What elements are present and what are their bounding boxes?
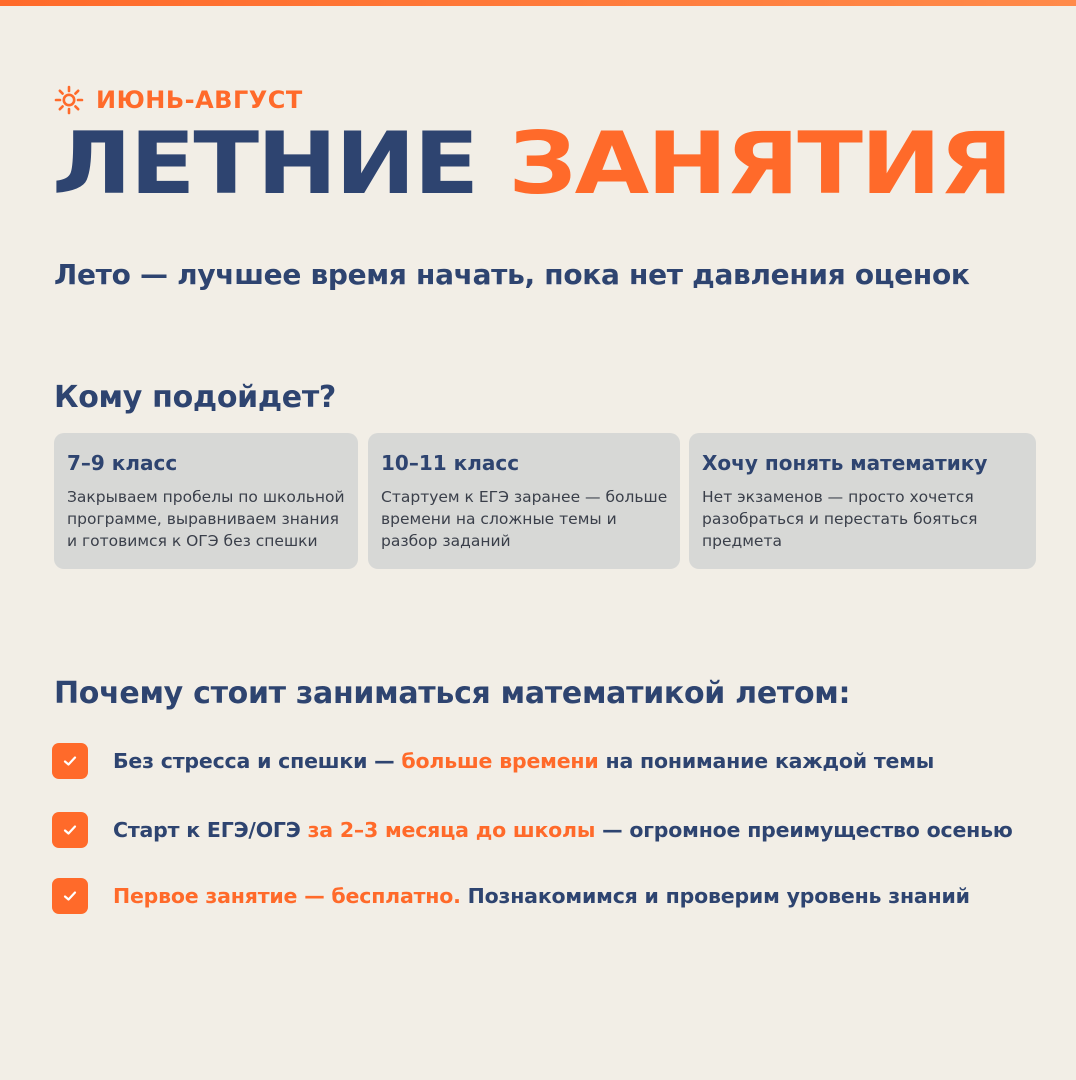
audience-card: [368, 433, 680, 569]
list-item: [52, 877, 970, 915]
headline-part2: ЗАНЯТИЯ: [508, 114, 1011, 214]
top-accent-bar: [0, 0, 1076, 6]
list-item-highlight: за 2–3 месяца до школы: [307, 818, 596, 842]
check-icon: [52, 878, 88, 914]
list-item-text: Без стресса и спешки — больше времени на понимание каждой темы: [113, 749, 935, 773]
check-icon: [52, 743, 88, 779]
why-section-title: Почему стоит заниматься математикой летом:: [54, 676, 851, 711]
eyebrow: [54, 84, 303, 116]
card-title: Хочу понять математику: [702, 451, 988, 475]
subtitle: Лето — лучшее время начать, пока нет давления оценок: [54, 258, 970, 291]
audience-cards: [54, 433, 1036, 569]
audience-card: [54, 433, 358, 569]
card-title: 7–9 класс: [67, 451, 178, 475]
card-text: Нет экзаменов — просто хочется разобраться и перестать бояться предмета: [702, 488, 978, 550]
card-text: Закрываем пробелы по школьной программе, выравниваем знания и готовимся к ОГЭ без спешки: [67, 488, 345, 550]
card-text: Стартуем к ЕГЭ заранее — больше времени на сложные темы и разбор заданий: [381, 488, 668, 550]
check-icon: [52, 812, 88, 848]
who-section-title: Кому подойдет?: [54, 380, 337, 415]
headline: [52, 114, 1011, 214]
headline-part1: ЛЕТНИЕ: [52, 114, 478, 214]
audience-card: [689, 433, 1036, 569]
sun-icon: [54, 85, 84, 115]
eyebrow-text: ИЮНЬ-АВГУСТ: [96, 86, 303, 114]
list-item-text: Старт к ЕГЭ/ОГЭ за 2–3 месяца до школы — огромное преимущество осенью: [113, 818, 1013, 842]
list-item: [52, 811, 1013, 849]
list-item-highlight: больше времени: [401, 749, 599, 773]
list-item-text: Первое занятие — бесплатно. Познакомимся и проверим уровень знаний: [113, 884, 970, 908]
list-item-highlight: Первое занятие — бесплатно.: [113, 884, 461, 908]
card-title: 10–11 класс: [381, 451, 520, 475]
list-item: [52, 742, 934, 780]
